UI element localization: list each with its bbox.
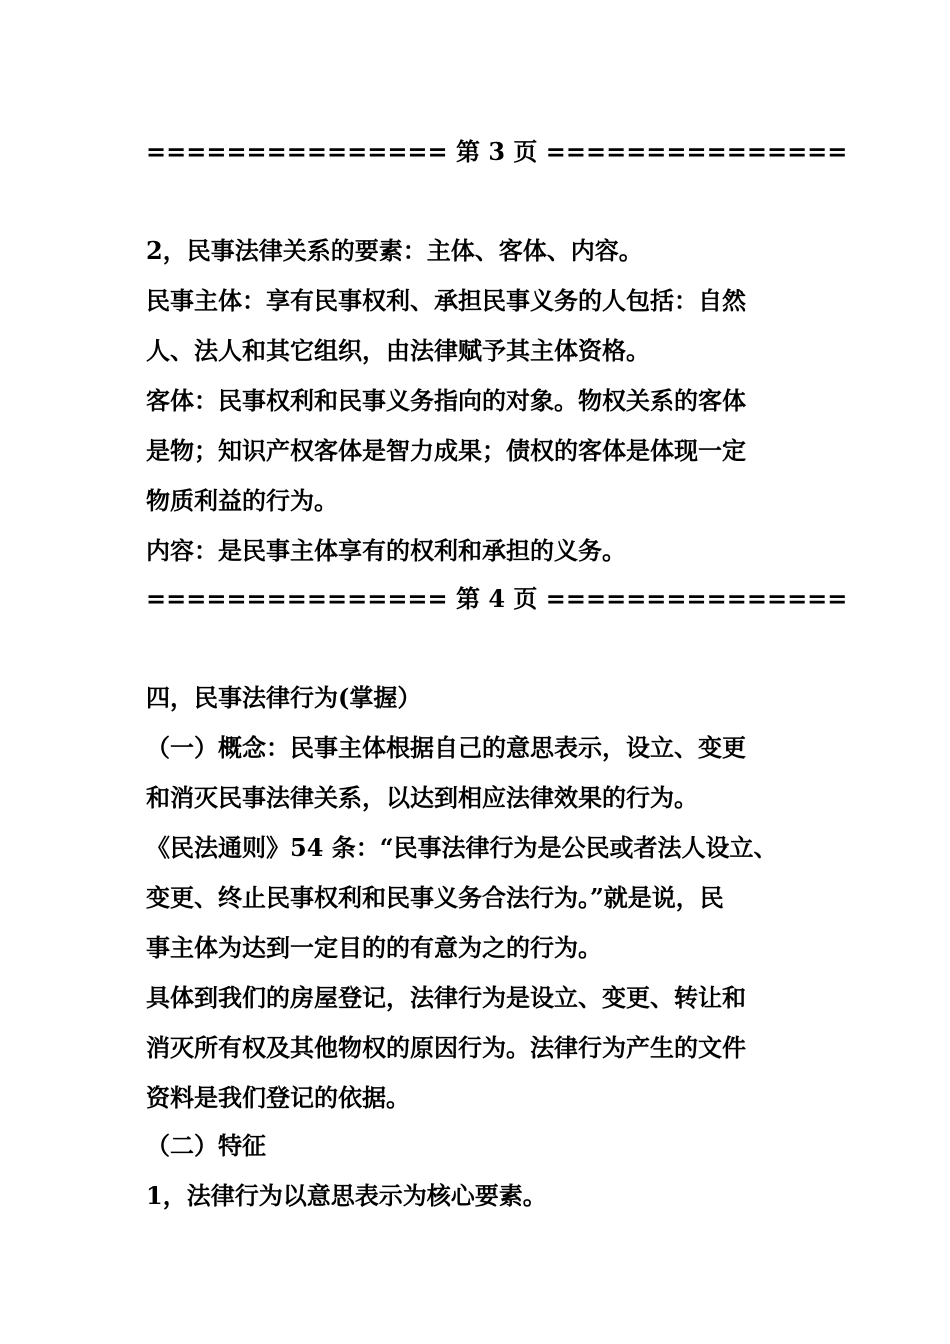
section-4-title: 四，民事法律行为(掌握） bbox=[146, 683, 422, 712]
paragraph-specific-line-3: 资料是我们登记的依据。 bbox=[146, 1083, 410, 1112]
paragraph-civil-code-line-1: 《民法通则》54 条：“民事法律行为是公民或者法人设立、 bbox=[146, 833, 778, 862]
paragraph-subject-line-1: 民事主体：享有民事权利、承担民事义务的人包括：自然 bbox=[146, 286, 746, 315]
paragraph-concept-line-1: （一）概念：民事主体根据自己的意思表示，设立、变更 bbox=[146, 733, 746, 762]
paragraph-concept-line-2: 和消灭民事法律关系，以达到相应法律效果的行为。 bbox=[146, 783, 698, 812]
paragraph-feature-1: 1，法律行为以意思表示为核心要素。 bbox=[146, 1181, 547, 1210]
paragraph-object-line-2: 是物；知识产权客体是智力成果；债权的客体是体现一定 bbox=[146, 436, 746, 465]
paragraph-specific-line-2: 消灭所有权及其他物权的原因行为。法律行为产生的文件 bbox=[146, 1033, 746, 1062]
paragraph-object-line-3: 物质利益的行为。 bbox=[146, 486, 338, 515]
paragraph-subject-line-2: 人、法人和其它组织，由法律赋予其主体资格。 bbox=[146, 336, 650, 365]
page-separator-3: =============== 第 3 页 =============== bbox=[146, 137, 848, 166]
page-separator-4: =============== 第 4 页 =============== bbox=[146, 584, 848, 613]
paragraph-object-line-1: 客体：民事权利和民事义务指向的对象。物权关系的客体 bbox=[146, 386, 746, 415]
paragraph-content: 内容：是民事主体享有的权利和承担的义务。 bbox=[146, 536, 626, 565]
paragraph-civil-code-line-3: 事主体为达到一定目的的有意为之的行为。 bbox=[146, 933, 602, 962]
paragraph-elements-heading: 2，民事法律关系的要素：主体、客体、内容。 bbox=[146, 236, 643, 265]
features-title: （二）特征 bbox=[146, 1131, 266, 1160]
paragraph-specific-line-1: 具体到我们的房屋登记，法律行为是设立、变更、转让和 bbox=[146, 983, 746, 1012]
paragraph-civil-code-line-2: 变更、终止民事权利和民事义务合法行为。”就是说，民 bbox=[146, 883, 724, 912]
